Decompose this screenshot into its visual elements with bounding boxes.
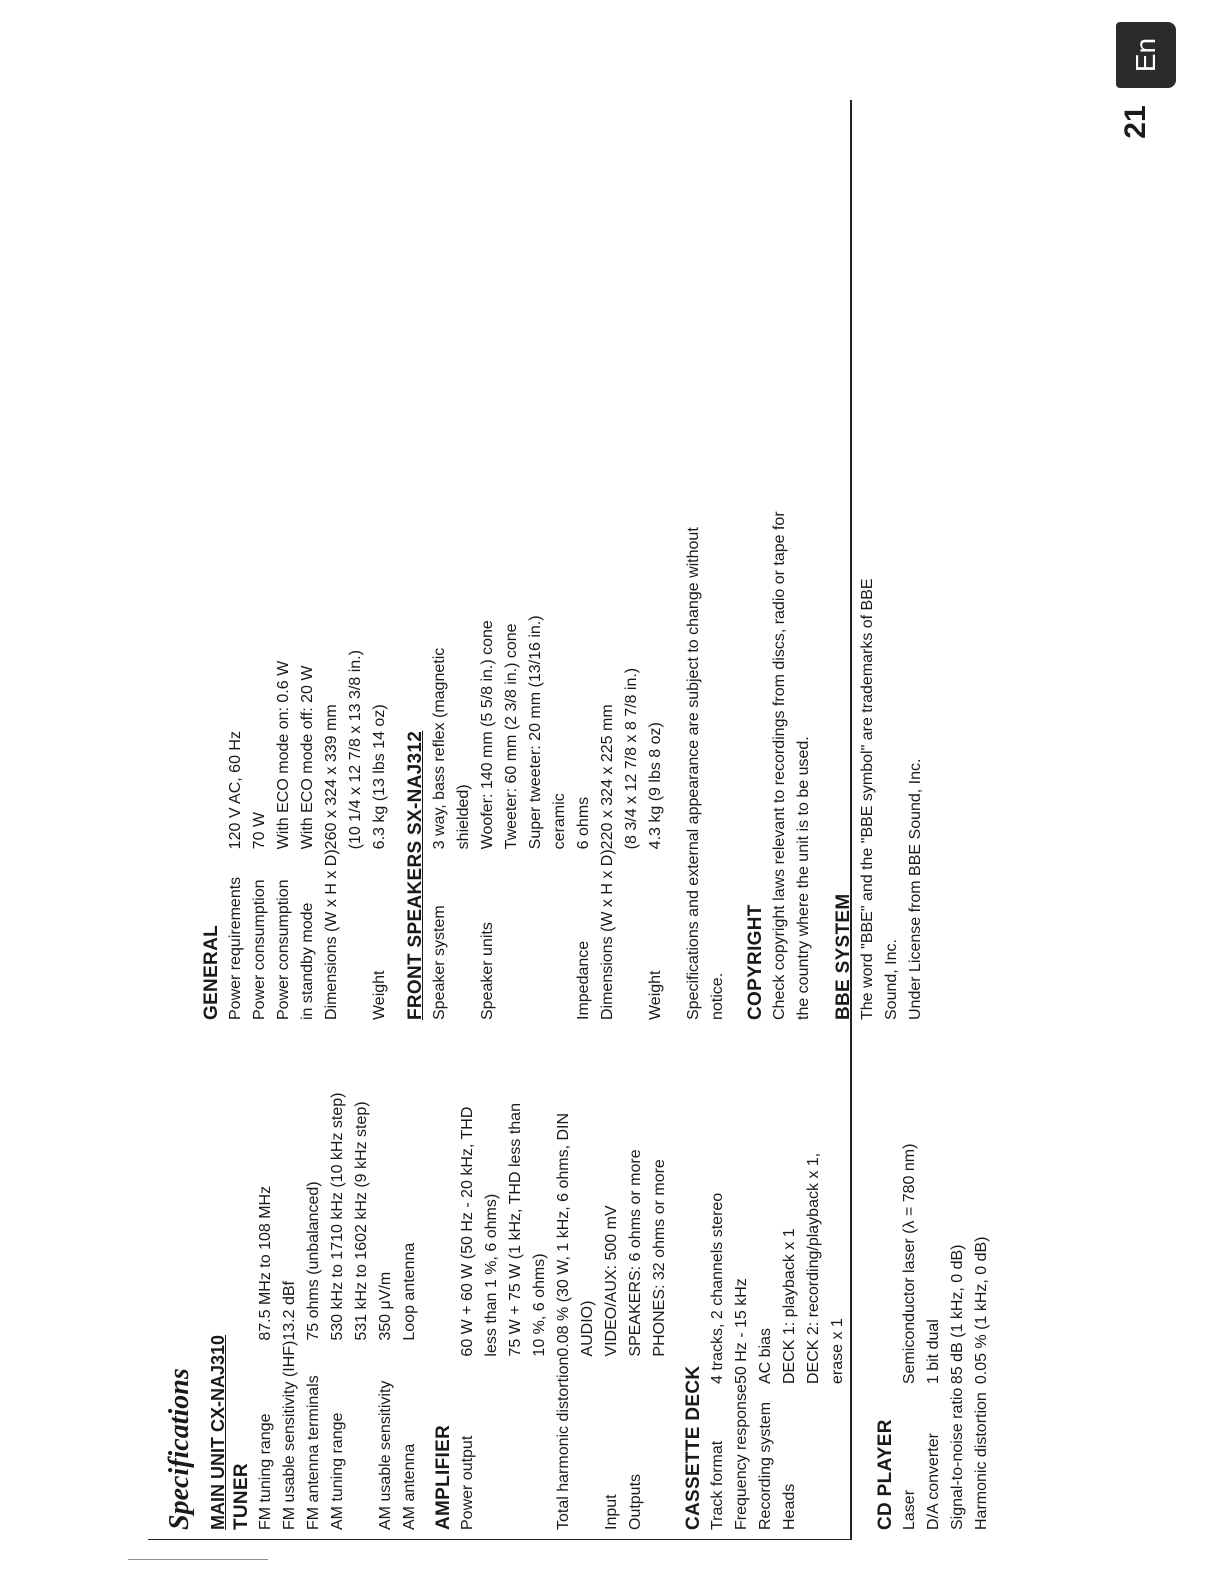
tuner-heading: TUNER xyxy=(231,1463,252,1530)
spec-label: Power requirements xyxy=(227,876,244,1020)
spec-value xyxy=(624,1060,672,1357)
spec-row xyxy=(922,1060,946,1530)
spec-value xyxy=(922,1060,946,1384)
spec-value xyxy=(456,1060,552,1357)
spec-value-line: 120 V AC, 60 Hz xyxy=(227,731,244,850)
spec-row xyxy=(572,489,596,1020)
spec-value-line: AUDIO) xyxy=(579,1300,596,1357)
speakers-table xyxy=(428,489,668,1020)
spec-row xyxy=(970,1060,994,1530)
spec-row xyxy=(248,489,272,1020)
spec-value-line: 10 %, 6 ohms) xyxy=(531,1253,548,1357)
spec-value-line: 3 way, bass reflex (magnetic xyxy=(431,647,448,850)
copyright-heading: COPYRIGHT xyxy=(745,904,766,1020)
spec-value xyxy=(706,1060,730,1384)
spec-value-line: Tweeter: 60 mm (2 3/8 in.) cone xyxy=(503,623,520,850)
spec-value-line: 70 W xyxy=(251,811,268,850)
spec-value-line: 350 μV/m xyxy=(377,1271,394,1341)
spec-label: Heads xyxy=(781,1483,798,1530)
spec-value-line: 50 Hz - 15 kHz xyxy=(733,1278,750,1385)
spec-value xyxy=(644,489,668,849)
cassette-table xyxy=(706,1060,850,1530)
spec-value-line: shielded) xyxy=(455,784,472,850)
spec-value-line: With ECO mode on: 0.6 W xyxy=(275,660,292,850)
spec-value-line: ceramic xyxy=(551,793,568,850)
spec-value xyxy=(254,1060,278,1341)
spec-value xyxy=(272,489,296,849)
speakers-heading: FRONT SPEAKERS SX-NAJ312 xyxy=(405,730,426,1020)
spec-label: Speaker units xyxy=(479,922,496,1020)
scan-link-line xyxy=(128,1559,268,1560)
spec-label: Dimensions (W x H x D) xyxy=(323,849,340,1020)
spec-row xyxy=(898,1060,922,1530)
spec-label: Power consumption xyxy=(275,879,292,1020)
cd-player-table xyxy=(898,1060,994,1530)
spec-value-line: Woofer: 140 mm (5 5/8 in.) cone xyxy=(479,620,496,850)
spec-row xyxy=(778,1060,850,1530)
spec-value xyxy=(778,1060,850,1384)
spec-value-line: 87.5 MHz to 108 MHz xyxy=(257,1185,274,1341)
spec-value xyxy=(946,1060,970,1384)
spec-label: Harmonic distortion xyxy=(973,1392,990,1530)
spec-value xyxy=(326,1060,374,1341)
spec-value-line: (10 1/4 x 12 7/8 x 13 3/8 in.) xyxy=(347,650,364,850)
spec-value xyxy=(970,1060,994,1384)
spec-label: Dimensions (W x H x D) xyxy=(599,849,616,1020)
spec-label: Power output xyxy=(459,1435,476,1530)
spec-value xyxy=(248,489,272,849)
spec-row xyxy=(278,1060,302,1530)
spec-label: Outputs xyxy=(627,1473,644,1530)
spec-value-line: 85 dB (1 kHz, 0 dB) xyxy=(949,1244,966,1385)
spec-row xyxy=(428,489,476,1020)
spec-value xyxy=(296,489,320,849)
spec-value xyxy=(224,489,248,849)
spec-row xyxy=(730,1060,754,1530)
spec-row xyxy=(326,1060,374,1530)
spec-value xyxy=(552,1060,600,1357)
spec-label: AM antenna xyxy=(401,1443,418,1530)
spec-value-line: SPEAKERS: 6 ohms or more xyxy=(627,1149,644,1357)
spec-row xyxy=(552,1060,600,1530)
spec-value-line: 6 ohms xyxy=(575,796,592,850)
spec-value-line: 4 tracks, 2 channels stereo xyxy=(709,1192,726,1385)
spec-row xyxy=(706,1060,730,1530)
spec-value-line: PHONES: 32 ohms or more xyxy=(651,1159,668,1357)
spec-value xyxy=(898,1060,922,1384)
bbe-line: Under License from BBE Sound, Inc. xyxy=(907,758,924,1020)
bbe-line: Sound, Inc. xyxy=(883,939,900,1020)
cassette-heading: CASSETTE DECK xyxy=(683,1365,704,1530)
right-column xyxy=(200,260,928,1020)
spec-row xyxy=(254,1060,278,1530)
spec-row xyxy=(374,1060,398,1530)
spec-value xyxy=(600,1060,624,1357)
amplifier-heading: AMPLIFIER xyxy=(433,1424,454,1530)
spec-value-line: (8 3/4 x 12 7/8 x 8 7/8 in.) xyxy=(623,667,640,850)
spec-row xyxy=(600,1060,624,1530)
spec-value-line: 75 W + 75 W (1 kHz, THD less than xyxy=(507,1103,524,1357)
spec-value-line: 4.3 kg (9 lbs 8 oz) xyxy=(647,722,664,850)
spec-value-line: erase x 1 xyxy=(829,1318,846,1385)
spec-value xyxy=(754,1060,778,1384)
spec-label: D/A converter xyxy=(925,1433,942,1530)
spec-value-line: DECK 2: recording/playback x 1, xyxy=(805,1152,822,1385)
spec-value-line: VIDEO/AUX: 500 mV xyxy=(603,1205,620,1357)
spec-label: Laser xyxy=(901,1489,918,1530)
spec-value xyxy=(368,489,392,849)
spec-row xyxy=(224,489,248,1020)
tuner-table xyxy=(254,1060,422,1530)
spec-row xyxy=(624,1060,672,1530)
spec-label: AM tuning range xyxy=(329,1412,346,1530)
spec-label: Speaker system xyxy=(431,905,448,1020)
spec-value-line: 6.3 kg (13 lbs 14 oz) xyxy=(371,704,388,850)
main-unit-model: MAIN UNIT CX-NAJ310 xyxy=(208,1334,228,1530)
spec-value-line: Semiconductor laser (λ = 780 nm) xyxy=(901,1143,918,1385)
spec-value xyxy=(320,489,368,849)
spec-label: Impedance xyxy=(575,940,592,1020)
spec-row xyxy=(596,489,644,1020)
page-title: Specifications xyxy=(164,1368,195,1530)
spec-value-line: 530 kHz to 1710 kHz (10 kHz step) xyxy=(329,1092,346,1341)
spec-row xyxy=(272,489,296,1020)
spec-value-line: Super tweeter: 20 mm (13/16 in.) xyxy=(527,615,544,850)
spec-value-line: With ECO mode off: 20 W xyxy=(299,665,316,850)
page-number: 21 xyxy=(1119,105,1152,139)
left-column xyxy=(160,1060,994,1530)
spec-row xyxy=(302,1060,326,1530)
margin-rule xyxy=(148,1539,851,1540)
spec-value-line: 220 x 324 x 225 mm xyxy=(599,704,616,850)
spec-row xyxy=(754,1060,778,1530)
spec-label: Signal-to-noise ratio xyxy=(949,1387,966,1530)
spec-value-line: DECK 1: playback x 1 xyxy=(781,1228,798,1385)
spec-value-line: Loop antenna xyxy=(401,1242,418,1341)
spec-value xyxy=(730,1060,754,1384)
bbe-line: The word "BBE" and the "BBE symbol" are trademarks of BBE xyxy=(859,578,876,1020)
spec-value-line: 260 x 324 x 339 mm xyxy=(323,704,340,850)
spec-label: Input xyxy=(603,1494,620,1530)
spec-row xyxy=(320,489,368,1020)
spec-value xyxy=(596,489,644,849)
spec-label: FM usable sensitivity (IHF) xyxy=(281,1340,298,1530)
spec-label: FM antenna terminals xyxy=(305,1375,322,1530)
spec-page-content xyxy=(160,80,990,1530)
spec-value-line: less than 1 %, 6 ohms) xyxy=(483,1193,500,1357)
copyright-text: Check copyright laws relevant to recordings from discs, radio or tape for the country where the unit is to be used. xyxy=(771,511,812,1020)
cd-player-heading: CD PLAYER xyxy=(875,1419,896,1530)
spec-row xyxy=(946,1060,970,1530)
spec-value-line: 0.08 % (30 W, 1 kHz, 6 ohms, DIN xyxy=(555,1112,572,1357)
spec-value xyxy=(302,1060,326,1341)
spec-value xyxy=(428,489,476,849)
spec-label: FM tuning range xyxy=(257,1413,274,1530)
spec-row xyxy=(476,489,572,1020)
amplifier-table xyxy=(456,1060,672,1530)
spec-value xyxy=(374,1060,398,1341)
spec-row xyxy=(368,489,392,1020)
spec-value-line: 75 ohms (unbalanced) xyxy=(305,1181,322,1341)
spec-label: Weight xyxy=(371,970,388,1020)
spec-value-line: AC bias xyxy=(757,1327,774,1385)
spec-value-line: 13.2 dBf xyxy=(281,1281,298,1341)
spec-value-line: 1 bit dual xyxy=(925,1319,942,1385)
spec-value xyxy=(398,1060,422,1341)
spec-value xyxy=(572,489,596,849)
spec-label: Weight xyxy=(647,970,664,1020)
notice-text: Specifications and external appearance are subject to change without notice. xyxy=(685,527,726,1020)
spec-label: Total harmonic distortion xyxy=(555,1356,572,1530)
spec-label: Track format xyxy=(709,1440,726,1530)
spec-label: Power consumption xyxy=(251,879,268,1020)
spec-value-line: 531 kHz to 1602 kHz (9 kHz step) xyxy=(353,1101,370,1341)
bbe-heading: BBE SYSTEM xyxy=(833,893,854,1020)
language-tab xyxy=(1116,22,1176,88)
spec-label: in standby mode xyxy=(299,902,316,1020)
general-table xyxy=(224,489,392,1020)
spec-row xyxy=(644,489,668,1020)
spec-row xyxy=(296,489,320,1020)
spec-label: Frequency response xyxy=(733,1384,750,1530)
spec-value xyxy=(278,1060,302,1341)
spec-value-line: 0.05 % (1 kHz, 0 dB) xyxy=(973,1236,990,1385)
spec-row xyxy=(398,1060,422,1530)
language-tab-label: En xyxy=(1130,37,1161,73)
spec-value xyxy=(476,489,572,849)
spec-value-line: 60 W + 60 W (50 Hz - 20 kHz, THD xyxy=(459,1106,476,1357)
bbe-text xyxy=(856,260,928,1020)
spec-label: Recording system xyxy=(757,1401,774,1530)
spec-label: AM usable sensitivity xyxy=(377,1380,394,1530)
spec-row xyxy=(456,1060,552,1530)
general-heading: GENERAL xyxy=(201,925,222,1020)
